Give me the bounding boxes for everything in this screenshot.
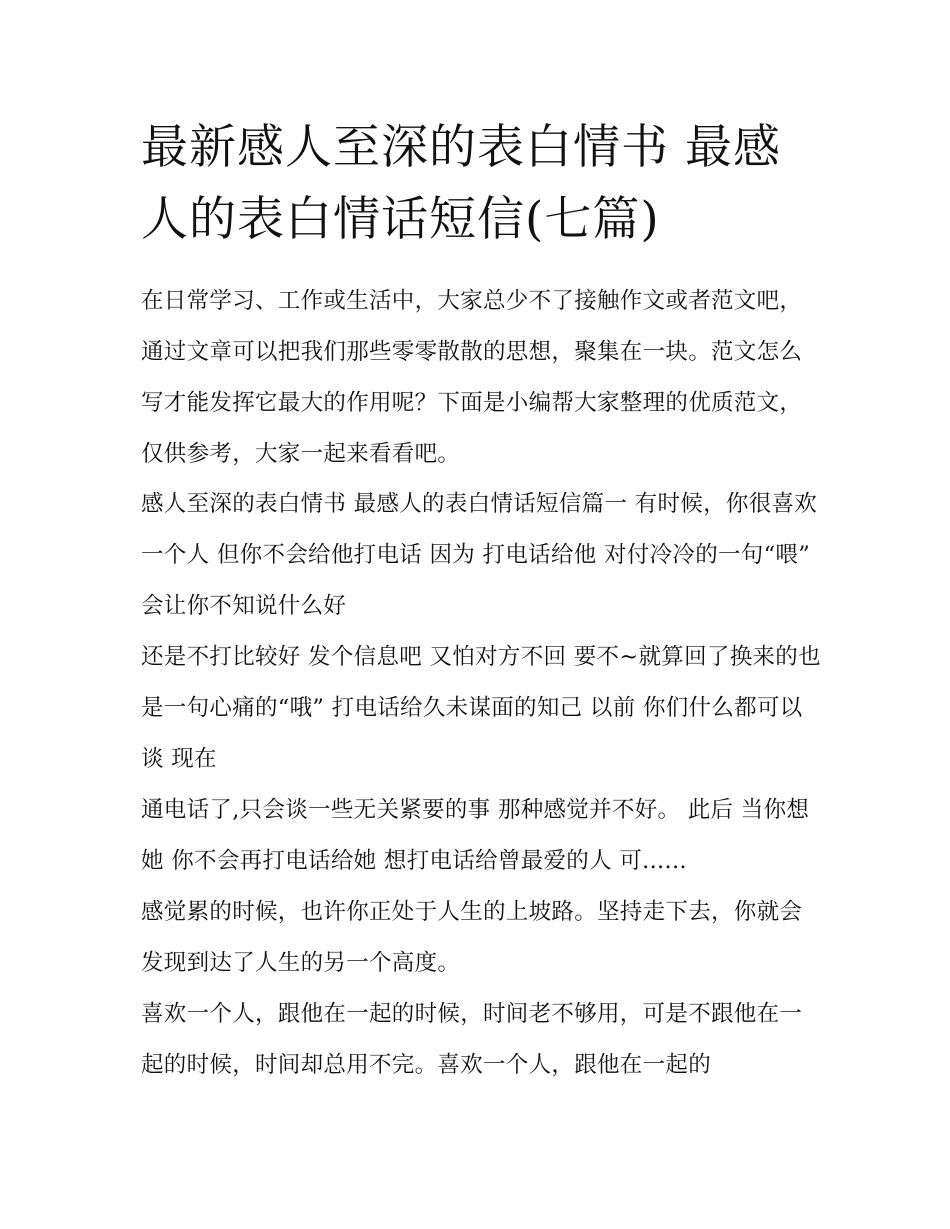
paragraph-letter-5: 喜欢一个人，跟他在一起的时候，时间老不够用，可是不跟他在一起的时候，时间却总用不完。喜欢一个人，跟他在一起的 [141,1001,803,1078]
paragraph-letter-3: 通电话了,只会谈一些无关紧要的事 那种感觉并不好。 此后 当你想她 你不会再打电话给她 想打电话给曾最爱的人 可...... [141,797,810,874]
document-title: 最新感人至深的表白情书 最感人的表白情话短信(七篇) [141,120,781,247]
paragraph-letter-4: 感觉累的时候，也许你正处于人生的上坡路。坚持走下去，你就会发现到达了人生的另一个高度。 [141,899,803,976]
paragraph-letter-2: 还是不打比较好 发个信息吧 又怕对方不回 要不~就算回了换来的也是一句心痛的“哦” 打电话给久未谋面的知己 以前 你们什么都可以谈 现在 [141,644,821,772]
paragraph-letter-1: 感人至深的表白情书 最感人的表白情话短信篇一 有时候，你很喜欢一个人 但你不会给他打电话 因为 打电话给他 对付冷冷的一句“喂” 会让你不知说什么好 [141,491,818,619]
paragraph-intro: 在日常学习、工作或生活中，大家总少不了接触作文或者范文吧，通过文章可以把我们那些零零散散的思想，聚集在一块。范文怎么写才能发挥它最大的作用呢？下面是小编帮大家整理的优质范文，仅供参考，大家一起来看看吧。 [141,288,803,467]
